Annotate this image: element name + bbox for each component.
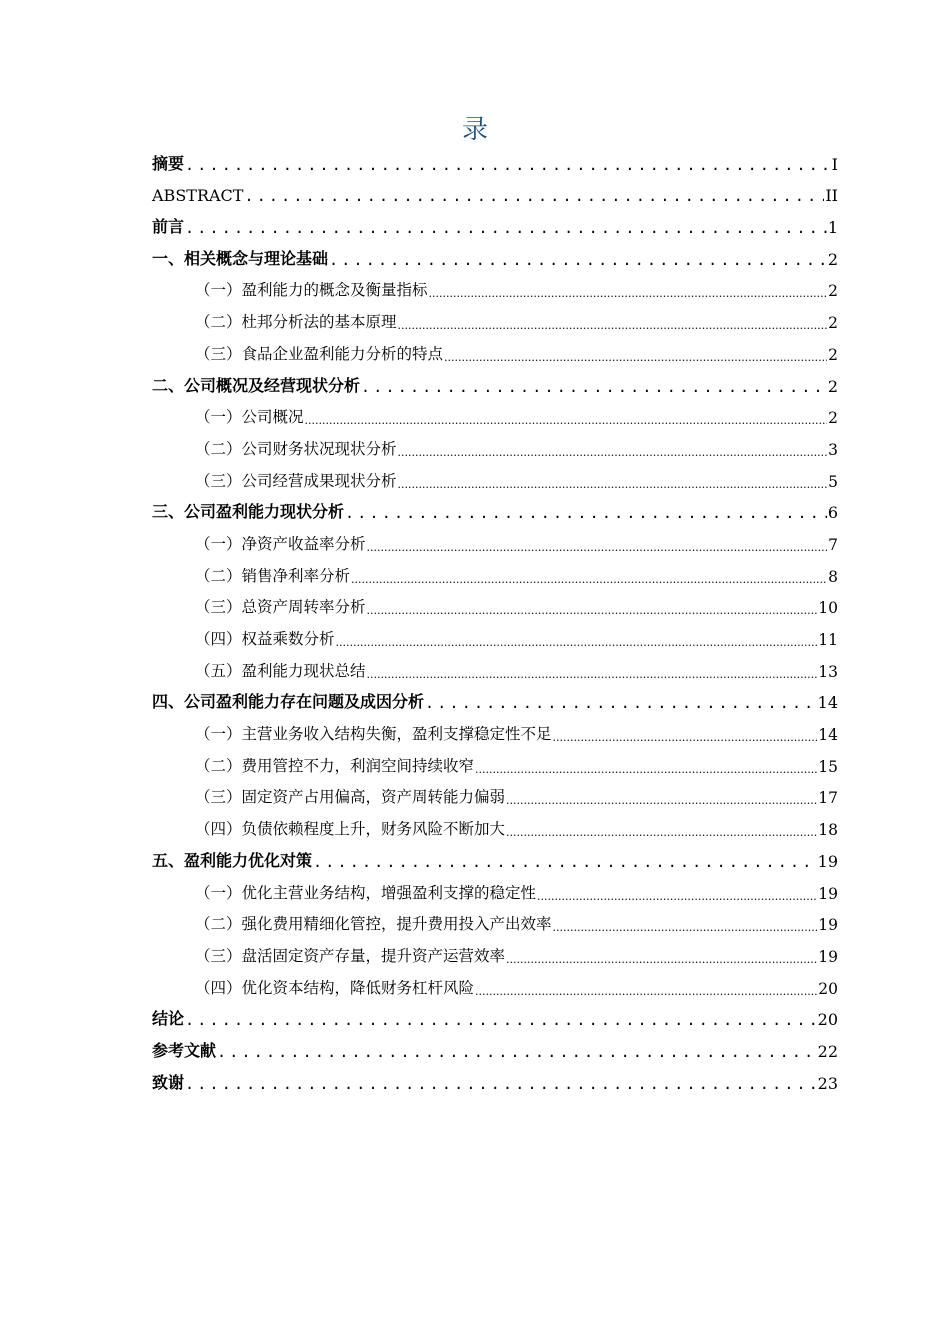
toc-page-number: 2 [828,282,838,301]
toc-page-number: 2 [828,409,838,428]
toc-page-number: 13 [818,662,838,681]
toc-leader-dots [185,219,827,241]
toc-entry-section[interactable] [152,400,838,432]
toc-entry-section[interactable] [152,590,838,622]
toc-entry-text: （一）主营业务收入结构失衡，盈利支撑稳定性不足 [195,725,552,744]
toc-page-number: 7 [828,535,838,554]
toc-entry-text: （二）公司财务状况现状分析 [195,439,397,458]
toc-page-number: 3 [828,440,838,459]
toc-title: 录 [461,115,488,145]
toc-entry-section[interactable] [152,970,838,1002]
toc-entry-text: （三）总资产周转率分析 [195,598,366,617]
toc-entry-section[interactable] [152,907,838,939]
toc-entry-section[interactable] [152,811,838,843]
toc-leader-dots [351,573,827,590]
toc-page-number: 20 [817,1010,838,1030]
toc-entry-text: （三）公司经营成果现状分析 [195,471,397,490]
toc-entry-abstract-en[interactable] [152,178,838,210]
toc-entry-section[interactable] [152,526,838,558]
toc-leader-dots [367,604,818,621]
toc-page-number: 6 [827,503,838,523]
toc-leader-dots [475,763,817,780]
toc-entry-section[interactable] [152,716,838,748]
toc-list [152,146,838,1097]
toc-entry-text: （二）强化费用精细化管控，提升费用投入产出效率 [195,915,552,934]
toc-entry-text: 五、盈利能力优化对策 [152,850,313,870]
toc-leader-dots [244,187,824,209]
toc-entry-text: （一）净资产收益率分析 [195,534,366,553]
toc-entry-text: 前言 [152,217,185,237]
toc-leader-dots [367,668,818,685]
toc-page-number: 19 [818,947,838,966]
toc-entry-text: （四）权益乘数分析 [195,630,335,648]
toc-entry-acknowledgements[interactable] [152,1065,838,1097]
toc-entry-text: （一）公司概况 [195,408,304,427]
toc-page-number: 19 [817,851,838,871]
toc-leader-dots [425,694,817,716]
toc-leader-dots [553,731,818,748]
toc-entry-text: 二、公司概况及经营现状分析 [152,375,361,395]
toc-entry-text: （四）负债依赖程度上升，财务风险不断加大 [195,820,506,839]
toc-page-number: 2 [827,376,838,396]
toc-entry-abstract-cn[interactable] [152,146,838,178]
toc-page-number: 14 [818,726,838,745]
toc-entry-preface[interactable] [152,209,838,241]
toc-entry-text: （一）盈利能力的概念及衡量指标 [195,281,428,300]
toc-page-number: 17 [818,789,838,808]
toc-page-number: 18 [818,821,838,840]
toc-entry-text: 三、公司盈利能力现状分析 [152,502,345,522]
toc-entry-text: 参考文献 [152,1040,217,1060]
toc-entry-section[interactable] [152,938,838,970]
toc-leader-dots [185,1075,817,1097]
toc-leader-dots [367,541,828,558]
toc-page-number: 2 [827,249,838,269]
toc-entry-text: （三）固定资产占用偏高，资产周转能力偏弱 [195,788,506,807]
toc-entry-section[interactable] [152,431,838,463]
toc-entry-text: 结论 [152,1009,185,1029]
toc-entry-chapter-5[interactable] [152,843,838,875]
toc-page-number: 19 [818,916,838,935]
toc-page-number: II [825,186,838,206]
toc-leader-dots [361,378,827,400]
toc-leader-dots [506,794,817,811]
toc-page-number: 20 [818,979,838,998]
toc-entry-text: 致谢 [152,1072,185,1092]
toc-leader-dots [537,890,817,907]
toc-entry-section[interactable] [152,463,838,495]
toc-page-number: 22 [817,1041,838,1061]
toc-entry-text: （一）优化主营业务结构，增强盈利支撑的稳定性 [195,883,537,902]
toc-entry-text: 一、相关概念与理论基础 [152,248,329,268]
toc-leader-dots [506,953,817,970]
toc-leader-dots [506,826,817,843]
toc-entry-section[interactable] [152,273,838,305]
toc-leader-dots [185,156,831,178]
toc-page-number: 2 [828,314,838,333]
toc-leader-dots [553,921,818,938]
toc-entry-section[interactable] [152,558,838,590]
toc-entry-references[interactable] [152,1033,838,1065]
toc-leader-dots [329,251,827,273]
toc-page-number: 8 [828,567,838,586]
toc-leader-dots [398,478,828,495]
toc-entry-text: 四、公司盈利能力存在问题及成因分析 [152,692,425,712]
toc-entry-section[interactable] [152,304,838,336]
toc-leader-dots [185,1011,817,1033]
toc-page-number: I [831,154,838,174]
toc-leader-dots [398,319,828,336]
toc-page-number: 2 [828,345,838,364]
toc-page-number: 23 [817,1073,838,1093]
toc-page-number: 1 [827,218,838,238]
toc-entry-section[interactable] [152,780,838,812]
toc-page-number: 19 [818,884,838,903]
toc-entry-chapter-2[interactable] [152,368,838,400]
toc-entry-chapter-1[interactable] [152,241,838,273]
toc-entry-text: （三）盘活固定资产存量，提升资产运营效率 [195,946,506,965]
toc-entry-section[interactable] [152,336,838,368]
toc-entry-text: （三）食品企业盈利能力分析的特点 [195,344,444,363]
toc-entry-chapter-3[interactable] [152,495,838,527]
toc-leader-dots [217,1043,817,1065]
toc-entry-text: （五）盈利能力现状总结 [195,661,366,680]
toc-page-number: 11 [818,631,838,649]
toc-entry-text: （二）销售净利率分析 [195,566,351,585]
toc-leader-dots [313,853,817,875]
toc-leader-dots [398,446,828,463]
toc-leader-dots [336,636,818,653]
toc-entry-text: ABSTRACT [152,186,244,206]
toc-leader-dots [444,351,827,368]
toc-leader-dots [305,414,828,431]
toc-entry-section[interactable] [152,875,838,907]
toc-entry-text: （二）杜邦分析法的基本原理 [195,313,397,332]
toc-entry-section[interactable] [152,653,838,685]
toc-entry-text: （二）费用管控不力，利润空间持续收窄 [195,756,475,775]
toc-entry-text: （四）优化资本结构，降低财务杠杆风险 [195,978,475,997]
toc-entry-chapter-4[interactable] [152,685,838,717]
toc-leader-dots [429,287,828,304]
toc-page-number: 15 [818,757,838,776]
toc-page-number: 5 [828,472,838,491]
toc-page-number: 14 [817,693,838,713]
toc-entry-text: 摘要 [152,153,185,173]
toc-leader-dots [475,985,817,1002]
toc-leader-dots [345,504,827,526]
toc-entry-section[interactable] [152,748,838,780]
toc-page-number: 10 [818,599,838,618]
toc-entry-conclusion[interactable] [152,1002,838,1034]
toc-entry-section[interactable] [152,621,838,653]
